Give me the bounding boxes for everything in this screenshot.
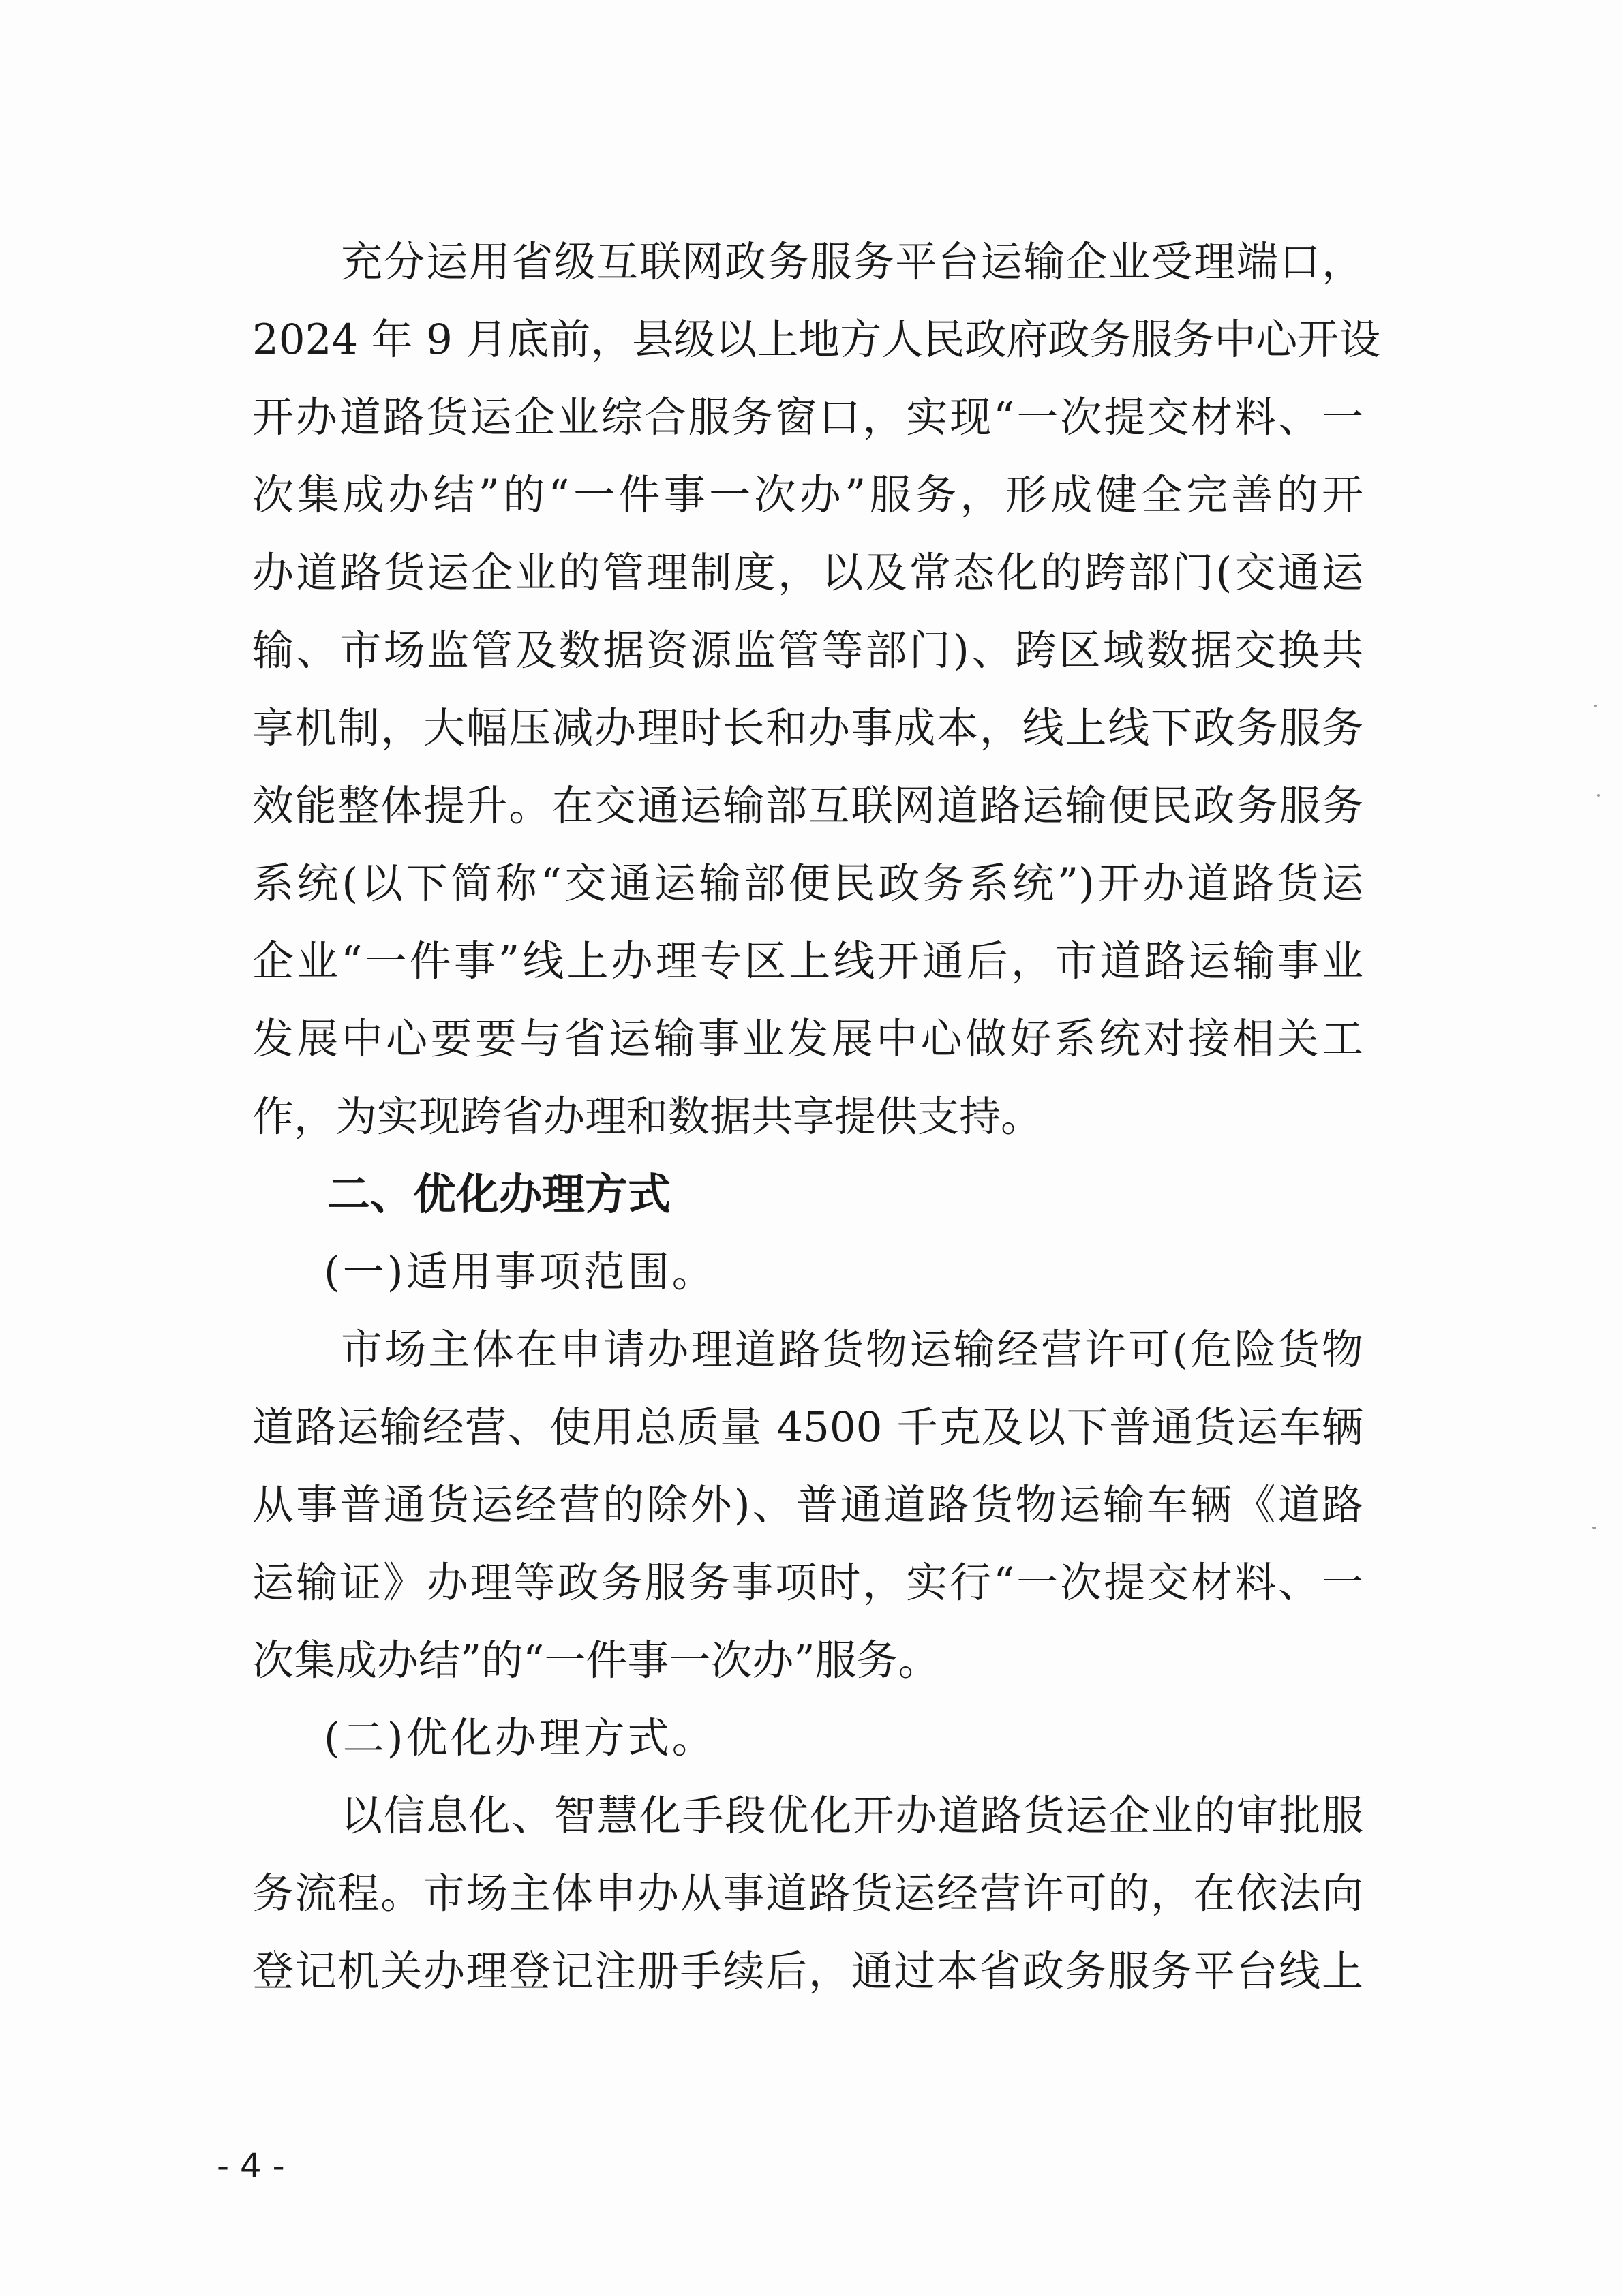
paragraph-2-line-2: 道路运输经营、使用总质量 4500 千克及以下普通货运车辆 <box>252 1403 1363 1452</box>
page-number: - 4 - <box>217 2146 285 2186</box>
paragraph-1-line-2: 2024 年 9 月底前，县级以上地方人民政府政务服务中心开设 <box>252 316 1381 364</box>
scan-speck <box>1594 705 1597 707</box>
paragraph-3-line-2: 务流程。市场主体申办从事道路货运经营许可的，在依法向 <box>252 1869 1363 1918</box>
subheading-optimize: (二)优化办理方式。 <box>324 1714 716 1762</box>
paragraph-2-line-1: 市场主体在申请办理道路货物运输经营许可(危险货物 <box>341 1326 1363 1374</box>
paragraph-1-line-6: 输、市场监管及数据资源监管等部门)、跨区域数据交换共 <box>252 626 1363 675</box>
paragraph-1-line-10: 企业“一件事”线上办理专区上线开通后，市道路运输事业 <box>252 937 1363 985</box>
section-heading: 二、优化办理方式 <box>327 1169 671 1219</box>
scan-speck <box>1597 794 1600 797</box>
paragraph-1-line-8: 效能整体提升。在交通运输部互联网道路运输便民政务服务 <box>252 782 1363 830</box>
paragraph-1-line-1: 充分运用省级互联网政务服务平台运输企业受理端口， <box>341 238 1363 286</box>
paragraph-2-line-4: 运输证》办理等政务服务事项时，实行“一次提交材料、一 <box>252 1559 1363 1607</box>
paragraph-3-line-1: 以信息化、智慧化手段优化开办道路货运企业的审批服 <box>341 1792 1363 1840</box>
paragraph-1-line-3: 开办道路货运企业综合服务窗口，实现“一次提交材料、一 <box>252 393 1363 442</box>
paragraph-1-line-11: 发展中心要要与省运输事业发展中心做好系统对接相关工 <box>252 1015 1363 1063</box>
paragraph-2-line-5: 次集成办结”的“一件事一次办”服务。 <box>252 1636 940 1685</box>
paragraph-1-line-4: 次集成办结”的“一件事一次办”服务，形成健全完善的开 <box>252 471 1363 519</box>
paragraph-1-line-7: 享机制，大幅压减办理时长和办事成本，线上线下政务服务 <box>252 704 1363 752</box>
paragraph-1-line-12: 作，为实现跨省办理和数据共享提供支持。 <box>252 1092 1043 1141</box>
subheading-scope: (一)适用事项范围。 <box>324 1248 716 1296</box>
paragraph-1-line-5: 办道路货运企业的管理制度，以及常态化的跨部门(交通运 <box>252 549 1363 597</box>
paragraph-1-line-9: 系统(以下简称“交通运输部便民政务系统”)开办道路货运 <box>252 859 1363 908</box>
paragraph-2-line-3: 从事普通货运经营的除外)、普通道路货物运输车辆《道路 <box>252 1481 1363 1529</box>
paragraph-3-line-3: 登记机关办理登记注册手续后，通过本省政务服务平台线上 <box>252 1947 1363 1995</box>
scan-speck <box>1592 1527 1596 1529</box>
